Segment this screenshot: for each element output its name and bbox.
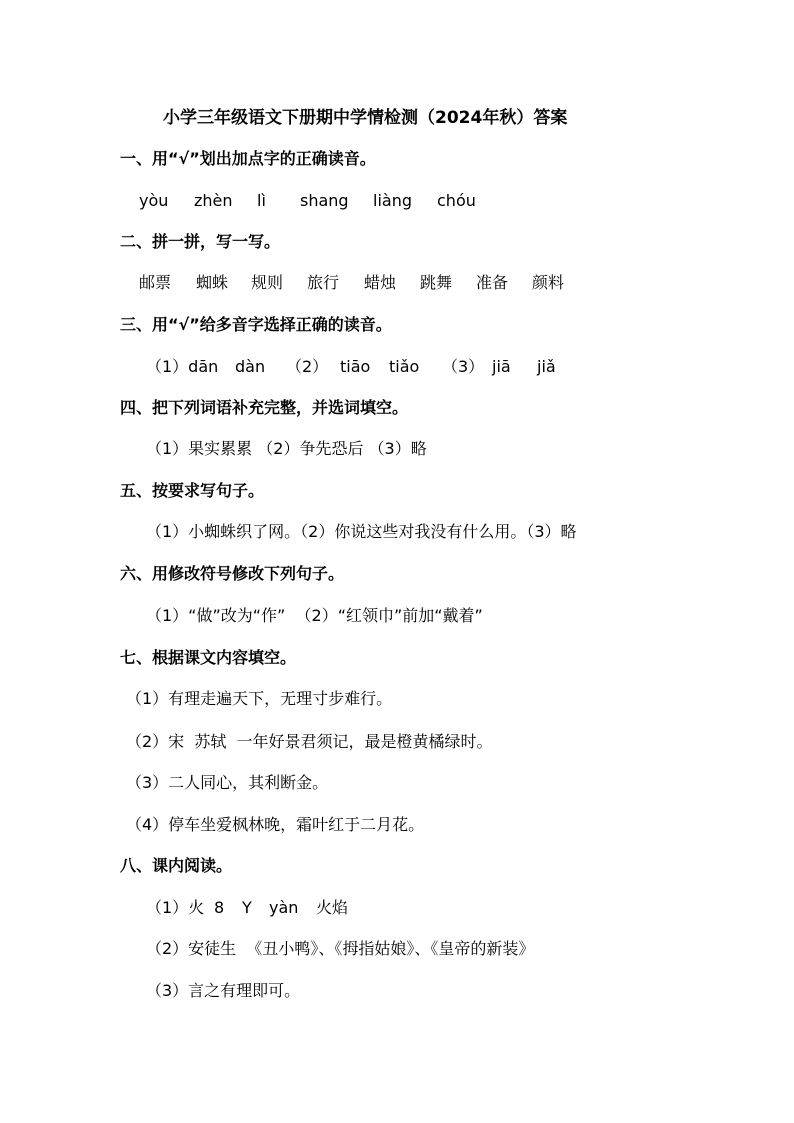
section-4-heading: 四、把下列词语补充完整，并选词填空。: [120, 398, 409, 417]
section-6-answer: （1）“做”改为“作” （2）“红领巾”前加“戴着”: [146, 606, 483, 625]
answer-item: dàn: [235, 357, 266, 376]
section-7-heading: 七、根据课文内容填空。: [120, 648, 297, 667]
section-5-heading: 五、按要求写句子。: [120, 481, 265, 500]
answer-item: jiā: [492, 357, 511, 376]
answer-item: （1）dān: [146, 357, 219, 376]
section-7-answer: （1）有理走遍天下，无理寸步难行。: [126, 689, 393, 708]
answer-item: yàn: [269, 898, 299, 917]
section-8-answer-3: （3）言之有理即可。: [146, 981, 301, 1000]
answer-item: （1）火: [146, 898, 205, 917]
answer-word: 旅行: [307, 273, 340, 292]
answer-word: chóu: [437, 191, 476, 210]
answer-item: tiǎo: [389, 357, 420, 376]
section-8-answer-2: （2）安徒生 《丑小鸭》、《拇指姑娘》、《皇帝的新装》: [146, 939, 535, 958]
section-1-heading: 一、用“√”划出加点字的正确读音。: [120, 149, 376, 168]
answer-item: 8: [214, 898, 225, 917]
section-7-answer: （2）宋 苏轼 一年好景君须记，最是橙黄橘绿时。: [126, 732, 493, 751]
answer-word: 跳舞: [420, 273, 453, 292]
answer-item: Y: [242, 898, 252, 917]
section-4-answer: （1）果实累累 （2）争先恐后 （3）略: [146, 439, 427, 458]
section-7-answer: （4）停车坐爱枫林晚，霜叶红于二月花。: [126, 815, 425, 834]
page-title: 小学三年级语文下册期中学情检测（2024年秋）答案: [163, 108, 568, 128]
section-5-answer: （1）小蜘蛛织了网。（2）你说这些对我没有什么用。（3）略: [146, 522, 577, 541]
answer-item: jiǎ: [537, 357, 556, 376]
answer-item: 火焰: [316, 898, 349, 917]
answer-item: （2）: [286, 357, 329, 376]
section-3-heading: 三、用“√”给多音字选择正确的读音。: [120, 315, 392, 334]
answer-word: shang: [300, 191, 349, 210]
answer-item: tiāo: [340, 357, 371, 376]
answer-word: lì: [257, 191, 266, 210]
answer-word: zhèn: [194, 191, 233, 210]
answer-word: 规则: [251, 273, 284, 292]
answer-word: 蜘蛛: [196, 273, 229, 292]
answer-word: 邮票: [139, 273, 172, 292]
section-8-heading: 八、课内阅读。: [120, 856, 233, 875]
answer-item: （3）: [442, 357, 485, 376]
section-2-heading: 二、拼一拼，写一写。: [120, 232, 281, 251]
answer-word: yòu: [139, 191, 169, 210]
answer-word: 蜡烛: [364, 273, 397, 292]
section-7-answer: （3）二人同心，其利断金。: [126, 773, 329, 792]
answer-word: 颜料: [532, 273, 565, 292]
answer-word: liàng: [373, 191, 412, 210]
section-6-heading: 六、用修改符号修改下列句子。: [120, 564, 345, 583]
answer-word: 准备: [476, 273, 509, 292]
